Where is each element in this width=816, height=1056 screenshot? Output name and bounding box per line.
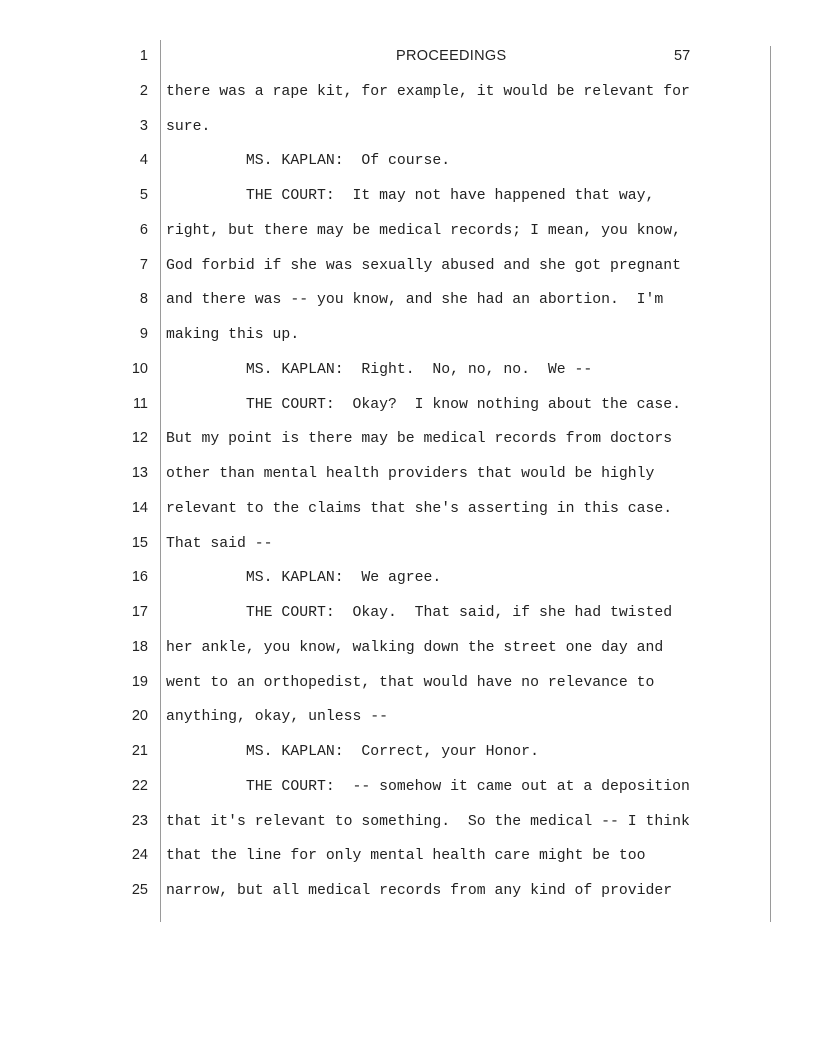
line-number: 9 [139, 326, 148, 342]
line-number: 14 [131, 500, 148, 516]
line-text: and there was -- you know, and she had an abortion. I'm [166, 292, 664, 308]
line-number: 4 [139, 152, 148, 168]
left-margin-rule [160, 40, 161, 922]
line-number: 1 [139, 48, 148, 64]
line-number: 15 [131, 535, 148, 551]
line-number: 12 [131, 430, 148, 446]
line-text: God forbid if she was sexually abused and she got pregnant [166, 258, 682, 274]
line-text: MS. KAPLAN: We agree. [166, 570, 442, 586]
line-number: 7 [139, 257, 148, 273]
line-text: other than mental health providers that would be highly [166, 466, 655, 482]
line-text: making this up. [166, 327, 300, 343]
line-number: 17 [131, 604, 148, 620]
line-number: 20 [131, 708, 148, 724]
line-text: that it's relevant to something. So the medical -- I think [166, 814, 690, 830]
line-text: THE COURT: Okay. That said, if she had twisted [166, 605, 673, 621]
line-text: THE COURT: Okay? I know nothing about the case. [166, 397, 682, 413]
right-margin-rule [770, 46, 771, 922]
line-number: 16 [131, 569, 148, 585]
line-text: there was a rape kit, for example, it would be relevant for [166, 84, 690, 100]
line-text: relevant to the claims that she's asserting in this case. [166, 501, 673, 517]
line-number: 22 [131, 778, 148, 794]
line-text: THE COURT: -- somehow it came out at a deposition [166, 779, 690, 795]
line-number: 13 [131, 465, 148, 481]
header-title: PROCEEDINGS [396, 48, 507, 64]
line-number: 8 [139, 291, 148, 307]
line-text: But my point is there may be medical records from doctors [166, 431, 673, 447]
line-number: 18 [131, 639, 148, 655]
line-number: 2 [139, 83, 148, 99]
line-number: 24 [131, 847, 148, 863]
line-text: sure. [166, 119, 211, 135]
line-text: her ankle, you know, walking down the street one day and [166, 640, 664, 656]
line-number: 3 [139, 118, 148, 134]
line-number: 19 [131, 674, 148, 690]
line-text: anything, okay, unless -- [166, 709, 388, 725]
line-number: 5 [139, 187, 148, 203]
line-number: 6 [139, 222, 148, 238]
line-number: 21 [131, 743, 148, 759]
line-number: 10 [131, 361, 148, 377]
line-number: 23 [131, 813, 148, 829]
line-text: that the line for only mental health care might be too [166, 848, 646, 864]
line-text: MS. KAPLAN: Of course. [166, 153, 451, 169]
line-number: 25 [131, 882, 148, 898]
line-text: narrow, but all medical records from any kind of provider [166, 883, 673, 899]
line-text: MS. KAPLAN: Right. No, no, no. We -- [166, 362, 593, 378]
line-text: THE COURT: It may not have happened that way, [166, 188, 655, 204]
line-text: went to an orthopedist, that would have no relevance to [166, 675, 655, 691]
line-number: 11 [132, 396, 148, 412]
line-text: MS. KAPLAN: Correct, your Honor. [166, 744, 539, 760]
line-text: That said -- [166, 536, 273, 552]
line-text: right, but there may be medical records; I mean, you know, [166, 223, 682, 239]
page-number: 57 [674, 48, 691, 64]
